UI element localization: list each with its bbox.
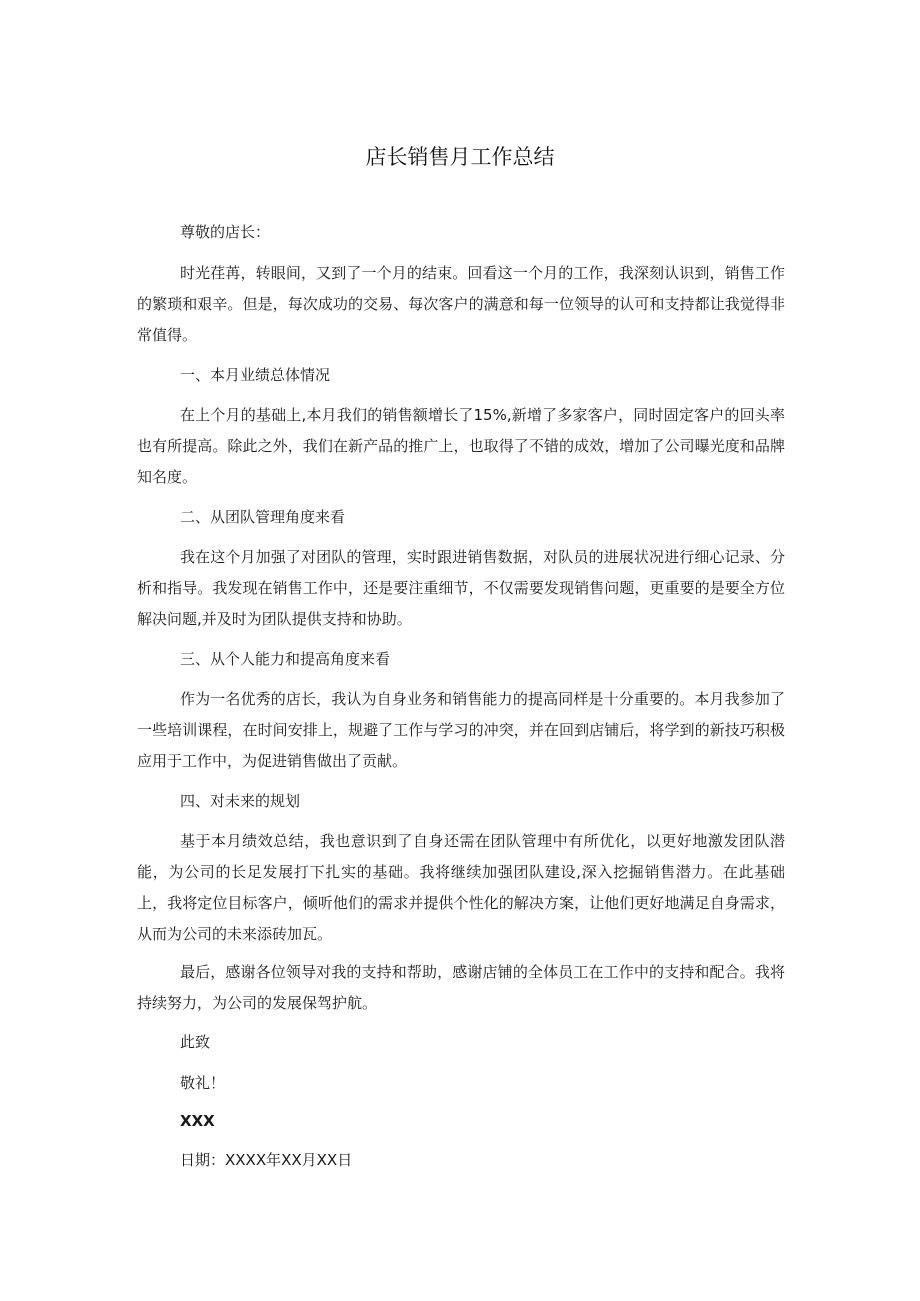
paragraph-performance: 在上个月的基础上,本月我们的销售额增长了15%,新增了多家客户，同时固定客户的回头率也有所提高。除此之外，我们在新产品的推广上，也取得了不错的成效，增加了公司曝光度和品牌知名度。 xyxy=(137,406,785,486)
closing: 此致 xyxy=(180,1033,211,1051)
paragraph-personal: 作为一名优秀的店长，我认为自身业务和销售能力的提高同样是十分重要的。本月我参加了一些培训课程，在时间安排上，规避了工作与学习的冲突，并在回到店铺后，将学到的新技巧积极应用于工作中，为促进销售做出了贡献。 xyxy=(137,690,785,770)
signature: XXX xyxy=(180,1112,215,1130)
regards: 敬礼！ xyxy=(180,1074,226,1092)
document-title: 店长销售月工作总结 xyxy=(365,145,555,169)
section-heading-2: 二、从团队管理角度来看 xyxy=(180,508,346,526)
paragraph-intro: 时光荏苒，转眼间，又到了一个月的结束。回看这一个月的工作，我深刻认识到，销售工作的繁琐和艰辛。但是，每次成功的交易、每次客户的满意和每一位领导的认可和支持都让我觉得非常值得。 xyxy=(137,264,785,344)
paragraph-team: 我在这个月加强了对团队的管理，实时跟进销售数据，对队员的进展状况进行细心记录、分析和指导。我发现在销售工作中，还是要注重细节，不仅需要发现销售问题，更重要的是要全方位解决问题,并及时为团队提供支持和协助。 xyxy=(137,548,785,628)
salutation: 尊敬的店长： xyxy=(180,223,271,241)
section-heading-3: 三、从个人能力和提高角度来看 xyxy=(180,650,391,668)
paragraph-future: 基于本月绩效总结，我也意识到了自身还需在团队管理中有所优化，以更好地激发团队潜能，为公司的长足发展打下扎实的基础。我将继续加强团队建设,深入挖掘销售潜力。在此基础上，我将定位目标客户，倾听他们的需求并提供个性化的解决方案，让他们更好地满足自身需求，从而为公司的未来添砖加瓦。 xyxy=(137,832,785,943)
section-heading-1: 一、本月业绩总体情况 xyxy=(180,366,331,384)
date-line: 日期：XXXX年XX月XX日 xyxy=(180,1151,353,1169)
paragraph-thanks: 最后，感谢各位领导对我的支持和帮助，感谢店铺的全体员工在工作中的支持和配合。我将持续努力，为公司的发展保驾护航。 xyxy=(137,963,785,1012)
section-heading-4: 四、对未来的规划 xyxy=(180,792,301,810)
